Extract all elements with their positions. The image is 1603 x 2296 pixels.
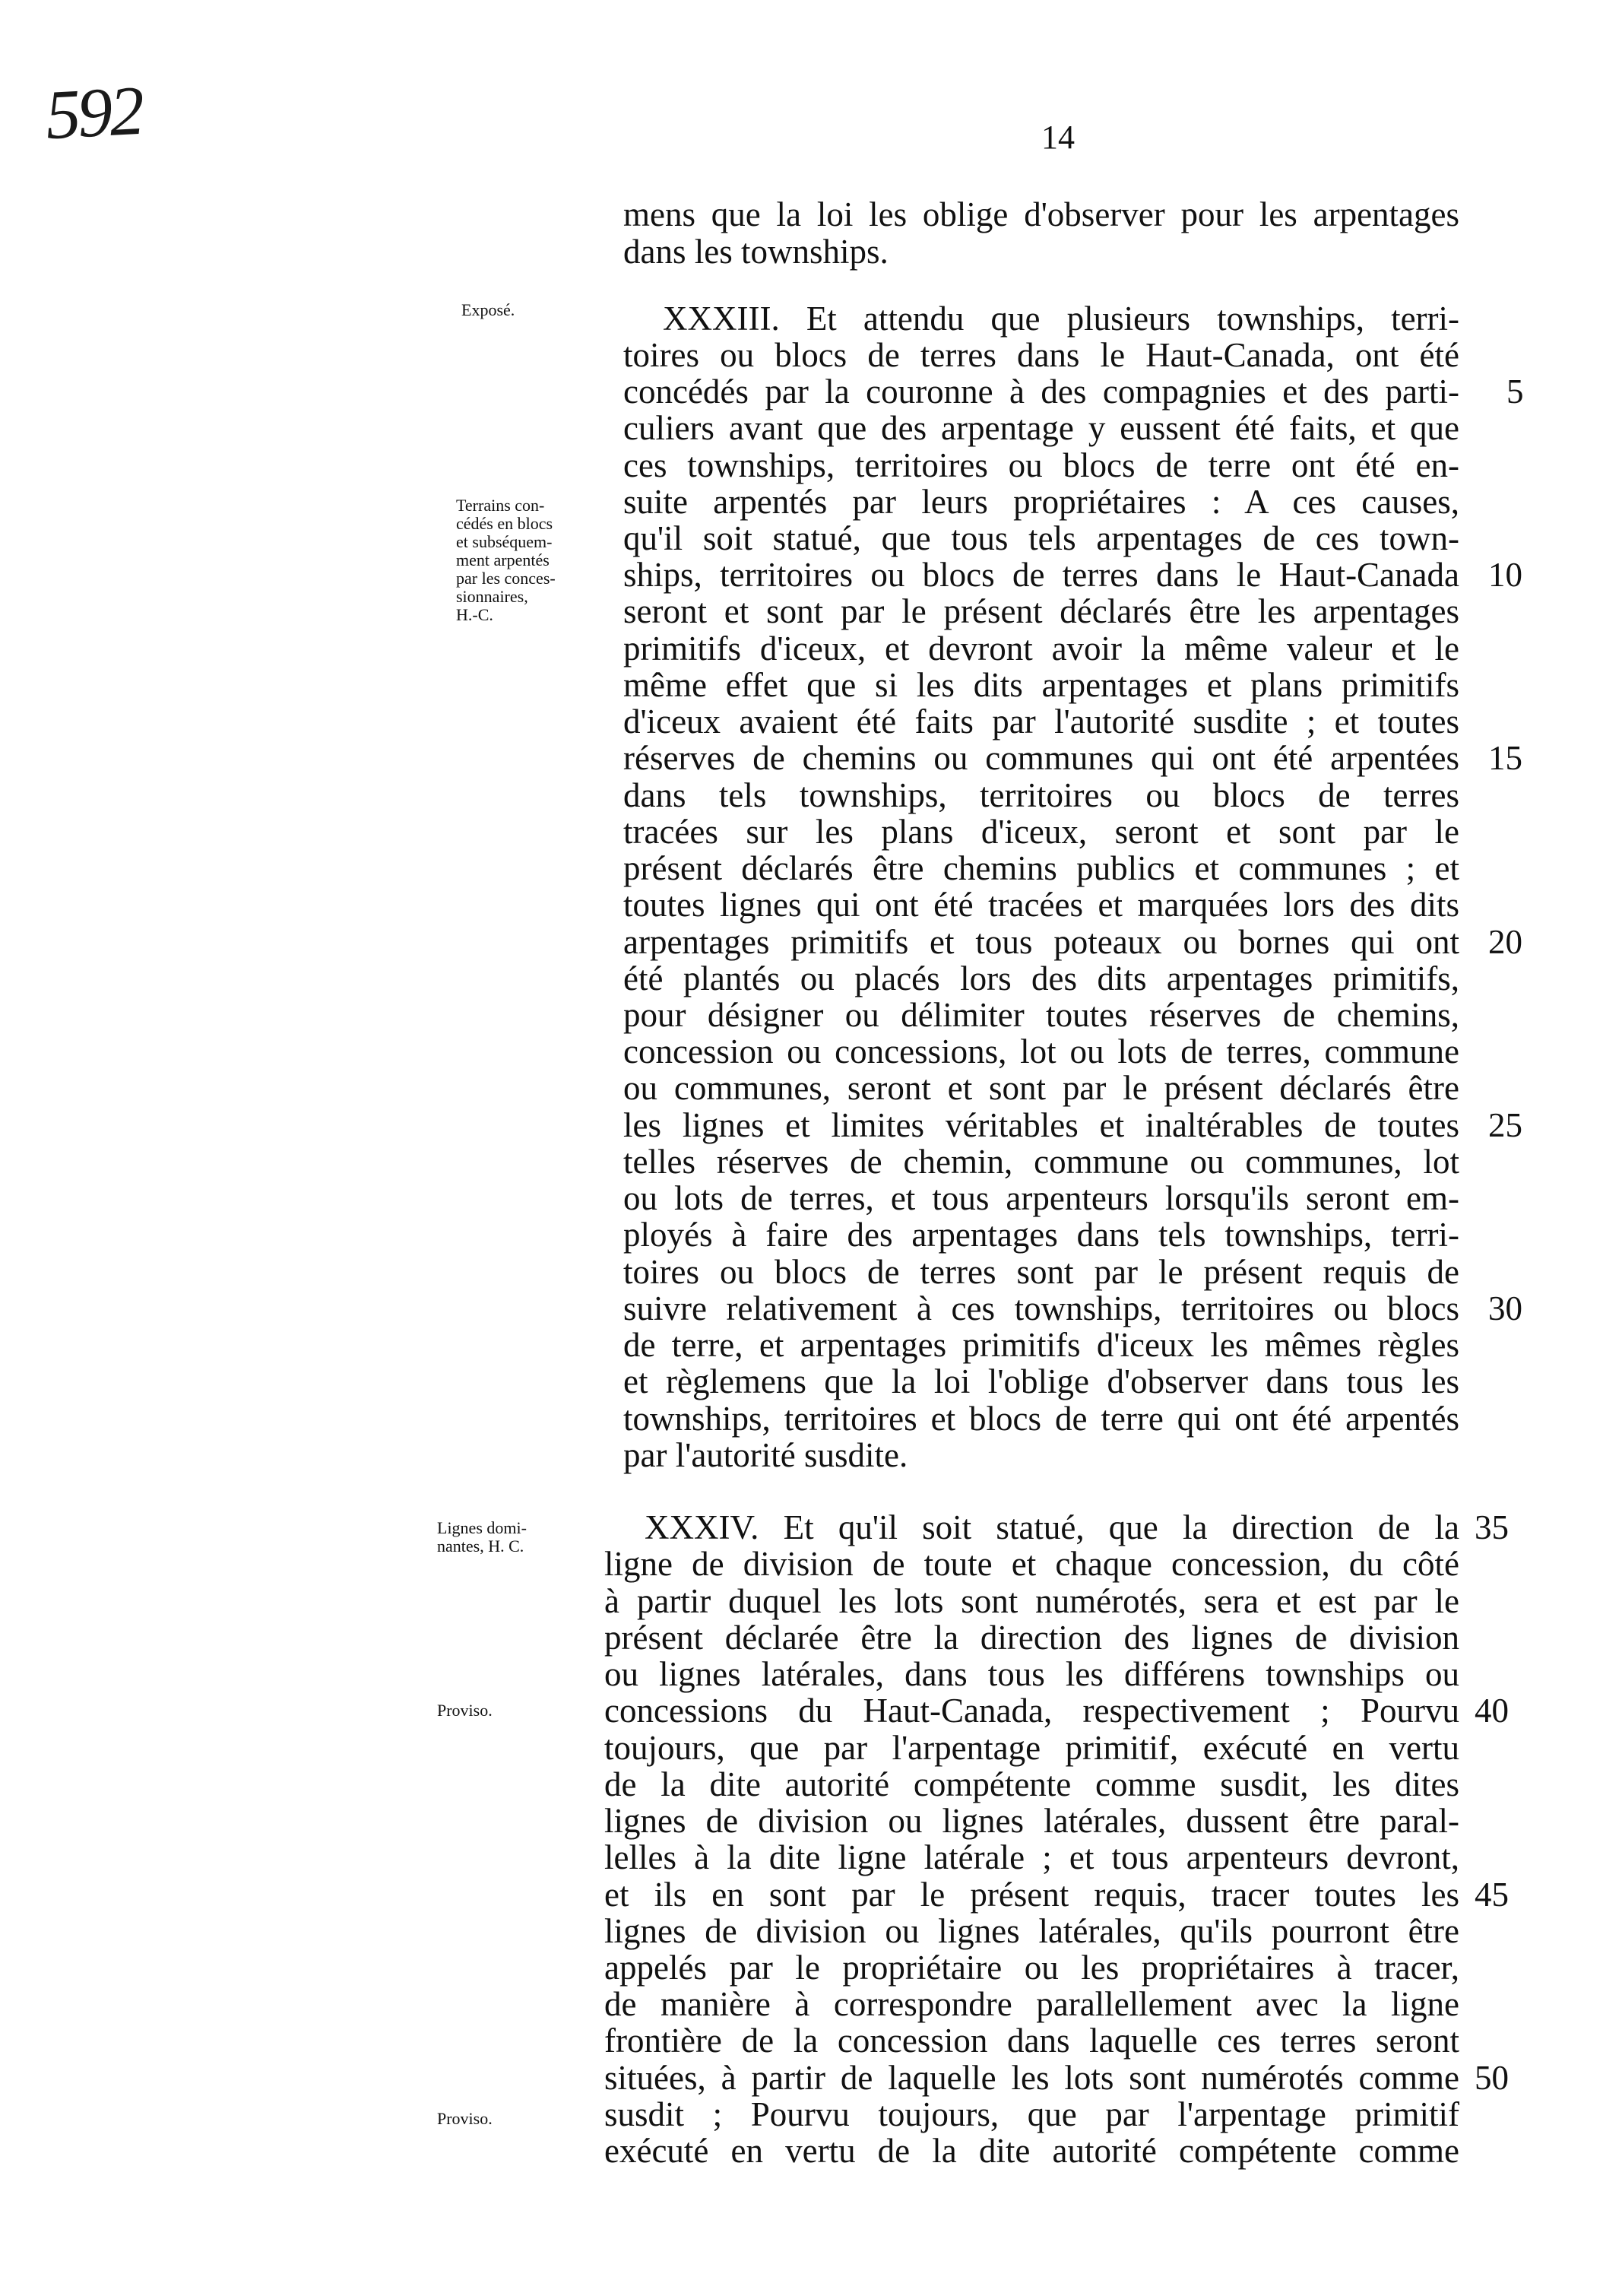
margin-note-line: ment arpentés (456, 550, 550, 569)
margin-note-line: et subséquem- (456, 532, 553, 551)
body-line: lignes de division ou lignes latérales, dussent être paral- (604, 1802, 1459, 1840)
line-number: 25 (1488, 1106, 1522, 1144)
body-line: toires ou blocs de terres sont par le présent requis de (623, 1253, 1459, 1291)
body-line: toutes lignes qui ont été tracées et marquées lors des dits (623, 886, 1459, 924)
body-line: de terre, et arpentages primitifs d'iceux les mêmes règles (623, 1326, 1459, 1364)
body-line: lignes de division ou lignes latérales, qu'ils pourront être (604, 1912, 1459, 1950)
body-line: susdit ; Pourvu toujours, que par l'arpentage primitif (604, 2095, 1459, 2133)
body-line: ou lignes latérales, dans tous les différens townships ou (604, 1655, 1459, 1693)
body-line: présent déclarée être la direction des lignes de division (604, 1619, 1459, 1657)
body-line: townships, territoires et blocs de terre qui ont été arpentés (623, 1400, 1459, 1438)
margin-note (437, 1519, 527, 1556)
body-line: arpentages primitifs et tous poteaux ou bornes qui ont (623, 923, 1459, 961)
margin-note-line: Terrains con- (456, 496, 545, 515)
body-line: suite arpentés par leurs propriétaires : A ces causes, (623, 483, 1459, 521)
margin-note (437, 2110, 493, 2128)
body-line: primitifs d'iceux, et devront avoir la même valeur et le (623, 629, 1459, 668)
margin-note-line: Proviso. (437, 2109, 493, 2128)
body-line: présent déclarés être chemins publics et communes ; et (623, 849, 1459, 887)
body-line: de la dite autorité compétente comme susdit, les dites (604, 1765, 1459, 1803)
line-number: 45 (1475, 1876, 1509, 1914)
body-line: ships, territoires ou blocs de terres dans le Haut-Canada (623, 556, 1459, 594)
body-line: été plantés ou placés lors des dits arpentages primitifs, (623, 959, 1459, 997)
body-line: toujours, que par l'arpentage primitif, exécuté en vertu (604, 1729, 1459, 1767)
body-line: de manière à correspondre parallellement avec la ligne (604, 1985, 1459, 2023)
handwritten-folio-number: 592 (43, 71, 144, 154)
body-line: dans les townships. (623, 233, 889, 271)
margin-note-line: Lignes domi- (437, 1518, 527, 1537)
page-number: 14 (1041, 119, 1075, 156)
body-line: telles réserves de chemin, commune ou communes, lot (623, 1143, 1459, 1181)
body-line: par l'autorité susdite. (623, 1436, 908, 1474)
body-line: frontière de la concession dans laquelle ces terres seront (604, 2022, 1459, 2060)
body-line: appelés par le propriétaire ou les propriétaires à tracer, (604, 1949, 1459, 1987)
line-number: 15 (1488, 739, 1522, 777)
body-line: à partir duquel les lots sont numérotés, sera et est par le (604, 1582, 1459, 1620)
margin-note-line: cédés en blocs (456, 514, 553, 533)
body-line: ou lots de terres, et tous arpenteurs lorsqu'ils seront em- (623, 1179, 1459, 1217)
body-line: situées, à partir de laquelle les lots sont numérotés comme (604, 2059, 1459, 2097)
body-line: concessions du Haut-Canada, respectivement ; Pourvu (604, 1692, 1459, 1730)
body-line: ployés à faire des arpentages dans tels townships, terri- (623, 1216, 1459, 1254)
body-line: ces townships, territoires ou blocs de terre ont été en- (623, 446, 1459, 484)
body-line: même effet que si les dits arpentages et plans primitifs (623, 666, 1459, 704)
line-number: 20 (1488, 923, 1522, 961)
body-line: XXXIV. Et qu'il soit statué, que la direction de la (645, 1508, 1459, 1546)
body-line: exécuté en vertu de la dite autorité compétente comme (604, 2132, 1459, 2170)
margin-note-line: H.-C. (456, 605, 493, 624)
margin-note-line: Proviso. (437, 1701, 493, 1720)
body-line: XXXIII. Et attendu que plusieurs townships, terri- (663, 300, 1459, 338)
body-line: les lignes et limites véritables et inaltérables de toutes (623, 1106, 1459, 1144)
body-line: lelles à la dite ligne latérale ; et tous arpenteurs devront, (604, 1838, 1459, 1876)
body-line: ou communes, seront et sont par le présent déclarés être (623, 1069, 1459, 1107)
margin-note-line: sionnaires, (456, 587, 528, 606)
line-number: 50 (1475, 2059, 1509, 2097)
body-line: suivre relativement à ces townships, territoires ou blocs (623, 1289, 1459, 1327)
body-line: mens que la loi les oblige d'observer pour les arpentages (623, 195, 1459, 233)
body-line: réserves de chemins ou communes qui ont été arpentées (623, 739, 1459, 777)
margin-note-line: par les conces- (456, 569, 556, 588)
line-number: 40 (1475, 1692, 1509, 1730)
line-number: 30 (1488, 1289, 1522, 1327)
body-line: ligne de division de toute et chaque concession, du côté (604, 1545, 1459, 1583)
body-line: d'iceux avaient été faits par l'autorité susdite ; et toutes (623, 702, 1459, 740)
body-line: toires ou blocs de terres dans le Haut-Canada, ont été (623, 336, 1459, 374)
body-line: dans tels townships, territoires ou blocs de terres (623, 776, 1459, 814)
body-line: et ils en sont par le présent requis, tracer toutes les (604, 1876, 1459, 1914)
margin-note-line: Exposé. (461, 300, 515, 319)
line-number: 10 (1488, 556, 1522, 594)
body-line: concession ou concessions, lot ou lots de terres, commune (623, 1032, 1459, 1070)
body-line: et règlemens que la loi l'oblige d'observer dans tous les (623, 1362, 1459, 1400)
body-line: tracées sur les plans d'iceux, seront et sont par le (623, 813, 1459, 851)
body-line: culiers avant que des arpentage y eussent été faits, et que (623, 409, 1459, 447)
margin-note-line: nantes, H. C. (437, 1536, 524, 1556)
line-number: 35 (1475, 1508, 1509, 1546)
margin-note (456, 496, 556, 624)
body-line: concédés par la couronne à des compagnies et des parti- (623, 373, 1459, 411)
margin-note (437, 1701, 493, 1720)
body-line: qu'il soit statué, que tous tels arpentages de ces town- (623, 519, 1459, 557)
body-line: pour désigner ou délimiter toutes réserves de chemins, (623, 996, 1459, 1034)
line-number: 5 (1506, 373, 1524, 411)
margin-note (461, 301, 515, 319)
body-line: seront et sont par le présent déclarés être les arpentages (623, 592, 1459, 630)
